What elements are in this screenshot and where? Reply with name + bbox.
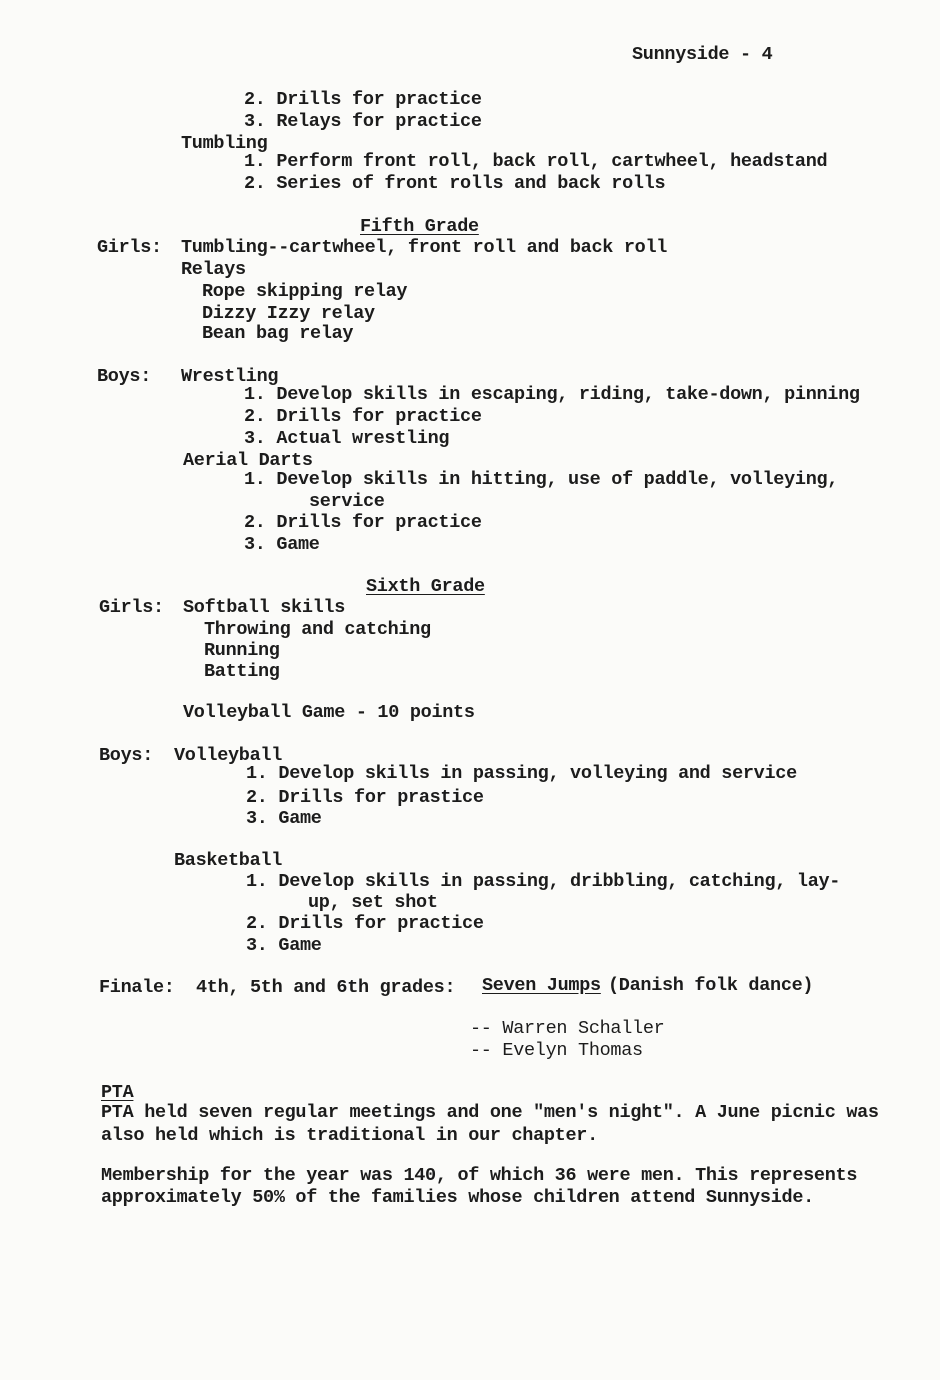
- section-subtitle: Volleyball: [174, 745, 283, 766]
- list-item: Volleyball Game - 10 points: [183, 702, 475, 723]
- finale-grades: 4th, 5th and 6th grades:: [196, 977, 456, 998]
- list-item: Throwing and catching: [204, 619, 431, 640]
- section-subtitle: Basketball: [174, 850, 283, 871]
- list-item: service: [309, 491, 385, 512]
- paragraph-line: PTA held seven regular meetings and one "men's night". A June picnic was: [101, 1102, 879, 1123]
- finale-label: Finale:: [99, 977, 175, 998]
- list-item: 2. Series of front rolls and back rolls: [244, 173, 666, 194]
- list-item: Softball skills: [183, 597, 346, 618]
- list-item: 3. Game: [246, 808, 322, 829]
- list-item: Tumbling--cartwheel, front roll and back roll: [181, 237, 668, 258]
- paragraph-line: also held which is traditional in our chapter.: [101, 1125, 598, 1146]
- list-item: Batting: [204, 661, 280, 682]
- list-item: 1. Develop skills in passing, volleying and service: [246, 763, 797, 784]
- pta-heading: PTA: [101, 1082, 134, 1103]
- list-item: 2. Drills for practice: [244, 512, 482, 533]
- list-item: 2. Drills for practice: [244, 89, 482, 110]
- list-item: Bean bag relay: [202, 323, 354, 344]
- section-subtitle: Tumbling: [181, 133, 268, 154]
- section-subtitle: Aerial Darts: [183, 450, 313, 471]
- list-item: 3. Relays for practice: [244, 111, 482, 132]
- signature-line: -- Evelyn Thomas: [470, 1040, 643, 1061]
- paragraph-line: Membership for the year was 140, of which 36 were men. This represents: [101, 1165, 858, 1186]
- girls-label: Girls:: [99, 597, 164, 618]
- list-item: Rope skipping relay: [202, 281, 408, 302]
- list-item: 1. Develop skills in passing, dribbling, catching, lay-: [246, 871, 841, 892]
- list-item: up, set shot: [308, 892, 438, 913]
- boys-label: Boys:: [99, 745, 154, 766]
- list-item: 1. Develop skills in escaping, riding, take-down, pinning: [244, 384, 860, 405]
- boys-label: Boys:: [97, 366, 152, 387]
- list-item: Running: [204, 640, 280, 661]
- list-item: 2. Drills for practice: [244, 406, 482, 427]
- list-item: 3. Game: [246, 935, 322, 956]
- list-item: 2. Drills for prastice: [246, 787, 484, 808]
- signature-line: -- Warren Schaller: [470, 1018, 665, 1039]
- page-label: Sunnyside - 4: [632, 44, 773, 65]
- list-item: 2. Drills for practice: [246, 913, 484, 934]
- list-item: Relays: [181, 259, 246, 280]
- section-heading: Sixth Grade: [366, 576, 485, 597]
- list-item: Dizzy Izzy relay: [202, 303, 375, 324]
- finale-dance: Seven Jumps: [482, 975, 601, 996]
- list-item: 3. Game: [244, 534, 320, 555]
- finale-dance-note: (Danish folk dance): [608, 975, 814, 996]
- list-item: 1. Perform front roll, back roll, cartwheel, headstand: [244, 151, 828, 172]
- section-subtitle: Wrestling: [181, 366, 279, 387]
- section-heading: Fifth Grade: [360, 216, 479, 237]
- girls-label: Girls:: [97, 237, 162, 258]
- list-item: 1. Develop skills in hitting, use of paddle, volleying,: [244, 469, 839, 490]
- list-item: 3. Actual wrestling: [244, 428, 450, 449]
- paragraph-line: approximately 50% of the families whose children attend Sunnyside.: [101, 1187, 814, 1208]
